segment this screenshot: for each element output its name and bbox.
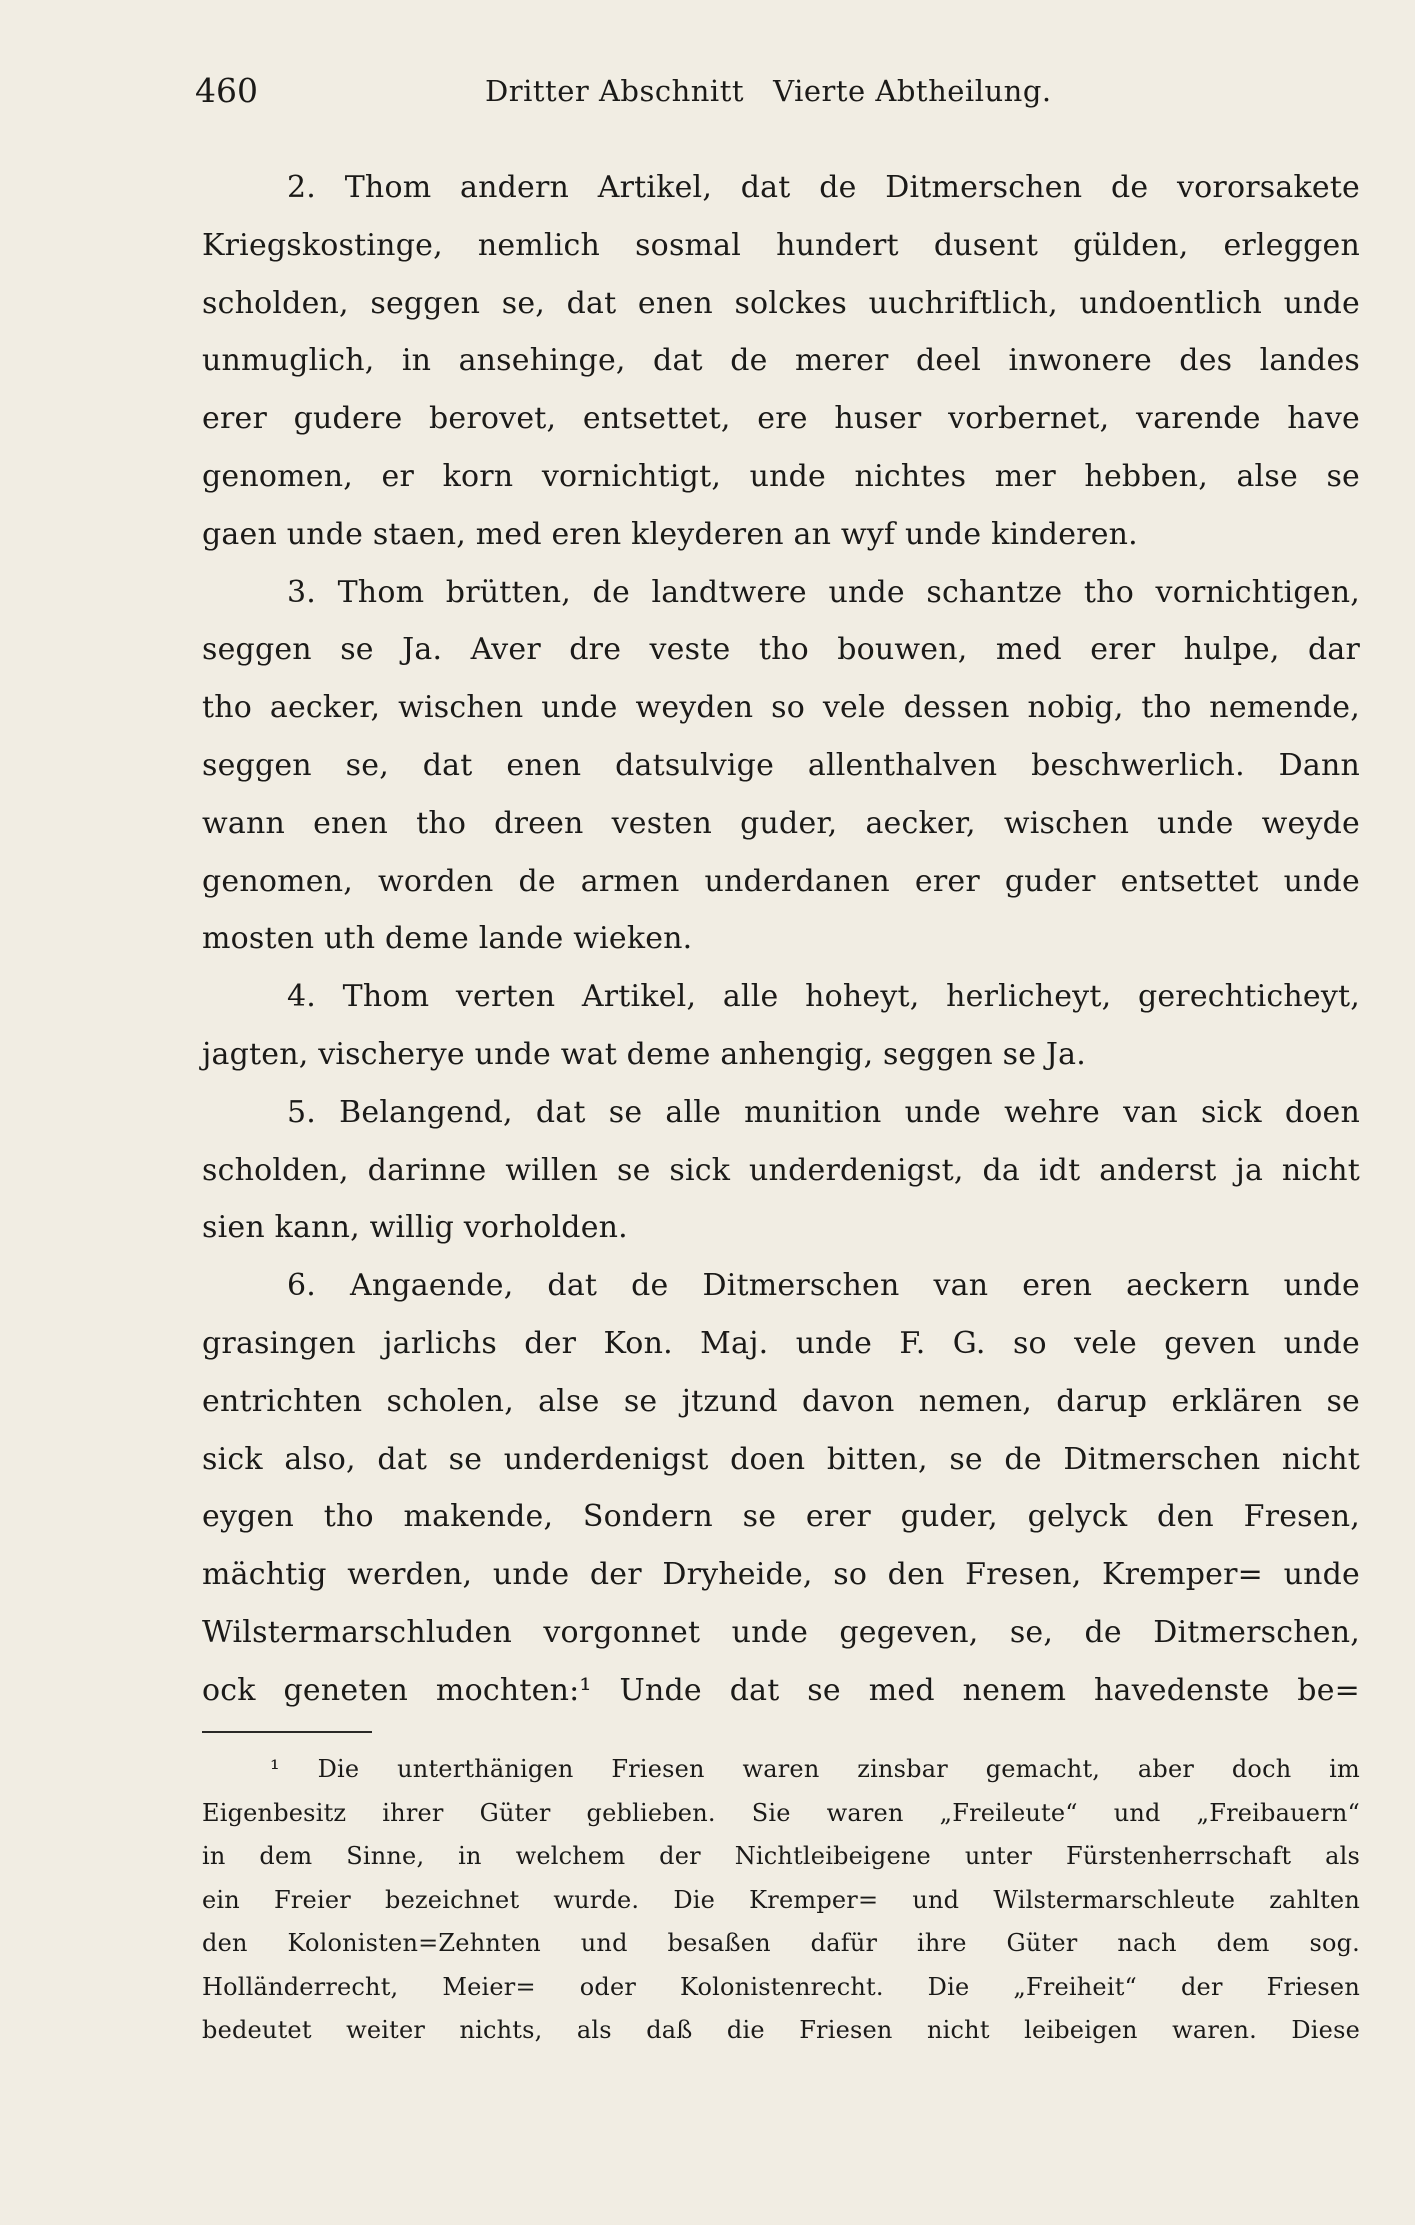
text-line: seggen se, dat enen datsulvige allenthalven beschwerlich. Dann [202, 747, 1360, 783]
footnote-line: in dem Sinne, in welchem der Nichtleibeigene unter Fürstenherrschaft als [202, 1842, 1360, 1870]
main-text [202, 159, 1360, 1720]
text-line: sick also, dat se underdenigst doen bitten, se de Ditmerschen nicht [202, 1441, 1360, 1477]
footnote-line: Holländerrecht, Meier= oder Kolonistenrecht. Die „Freiheit“ der Friesen [202, 1972, 1360, 2001]
text-line: tho aecker, wischen unde weyden so vele dessen nobig, tho nemende, [202, 690, 1360, 726]
footnote-line: den Kolonisten=Zehnten und besaßen dafür ihre Güter nach dem sog. [202, 1929, 1360, 1957]
text-line: erer gudere berovet, entsettet, ere huser vorbernet, varende have [202, 401, 1360, 437]
text-line: gaen unde staen, med eren kleyderen an wyf unde kinderen. [202, 516, 1138, 552]
page-number: 460 [195, 71, 258, 110]
text-line: grasingen jarlichs der Kon. Maj. unde F. G. so vele geven unde [202, 1325, 1360, 1361]
text-line: unmuglich, in ansehinge, dat de merer deel inwonere des landes [202, 343, 1360, 379]
running-title: Dritter Abschnitt Vierte Abtheilung. [485, 74, 1052, 108]
text-line: Kriegskostinge, nemlich sosmal hundert dusent gülden, erleggen [202, 227, 1360, 263]
text-line: ock geneten mochten:¹ Unde dat se med nenem havedenste be= [202, 1672, 1360, 1708]
text-line: eygen tho makende, Sondern se erer guder, gelyck den Fresen, [202, 1499, 1360, 1535]
text-line: mächtig werden, unde der Dryheide, so den Fresen, Kremper= unde [202, 1557, 1360, 1593]
text-line: 2. Thom andern Artikel, dat de Ditmerschen de vororsakete [287, 170, 1360, 205]
footnote-line: ¹ Die unterthänigen Friesen waren zinsbar gemacht, aber doch im [270, 1755, 1360, 1783]
text-line: wann enen tho dreen vesten guder, aecker, wischen unde weyde [202, 805, 1360, 841]
text-line: mosten uth deme lande wieken. [202, 921, 693, 957]
text-line: genomen, worden de armen underdanen erer guder entsettet unde [202, 863, 1360, 899]
text-line: 3. Thom brütten, de landtwere unde schantze tho vornichtigen, [287, 574, 1360, 610]
text-line: seggen se Ja. Aver dre veste tho bouwen, med erer hulpe, dar [202, 632, 1360, 668]
text-line: genomen, er korn vornichtigt, unde nichtes mer hebben, alse se [202, 458, 1360, 494]
text-line: 4. Thom verten Artikel, alle hoheyt, herlicheyt, gerechticheyt, [287, 979, 1360, 1015]
footnote-line: bedeutet weiter nichts, als daß die Friesen nicht leibeigen waren. Diese [202, 2016, 1360, 2044]
text-line: scholden, seggen se, dat enen solckes uuchriftlich, undoentlich unde [202, 285, 1360, 321]
text-line: 6. Angaende, dat de Ditmerschen van eren aeckern unde [287, 1268, 1360, 1304]
text-line: sien kann, willig vorholden. [202, 1210, 628, 1246]
text-line: 5. Belangend, dat se alle munition unde wehre van sick doen [287, 1094, 1360, 1130]
footnotes [202, 1748, 1360, 2053]
page-header [195, 66, 1355, 116]
text-line: jagten, vischerye unde wat deme anhengig, seggen se Ja. [202, 1036, 1086, 1072]
text-line: scholden, darinne willen se sick underdenigst, da idt anderst ja nicht [202, 1152, 1360, 1188]
footnote-line: Eigenbesitz ihrer Güter geblieben. Sie waren „Freileute“ und „Freibauern“ [202, 1798, 1360, 1827]
footnote-divider [202, 1731, 372, 1733]
footnote-line: ein Freier bezeichnet wurde. Die Kremper= und Wilstermarschleute zahlten [202, 1885, 1360, 1914]
text-line: Wilstermarschluden vorgonnet unde gegeven, se, de Ditmerschen, [202, 1614, 1360, 1650]
text-line: entrichten scholen, alse se jtzund davon nemen, darup erklären se [202, 1383, 1360, 1419]
